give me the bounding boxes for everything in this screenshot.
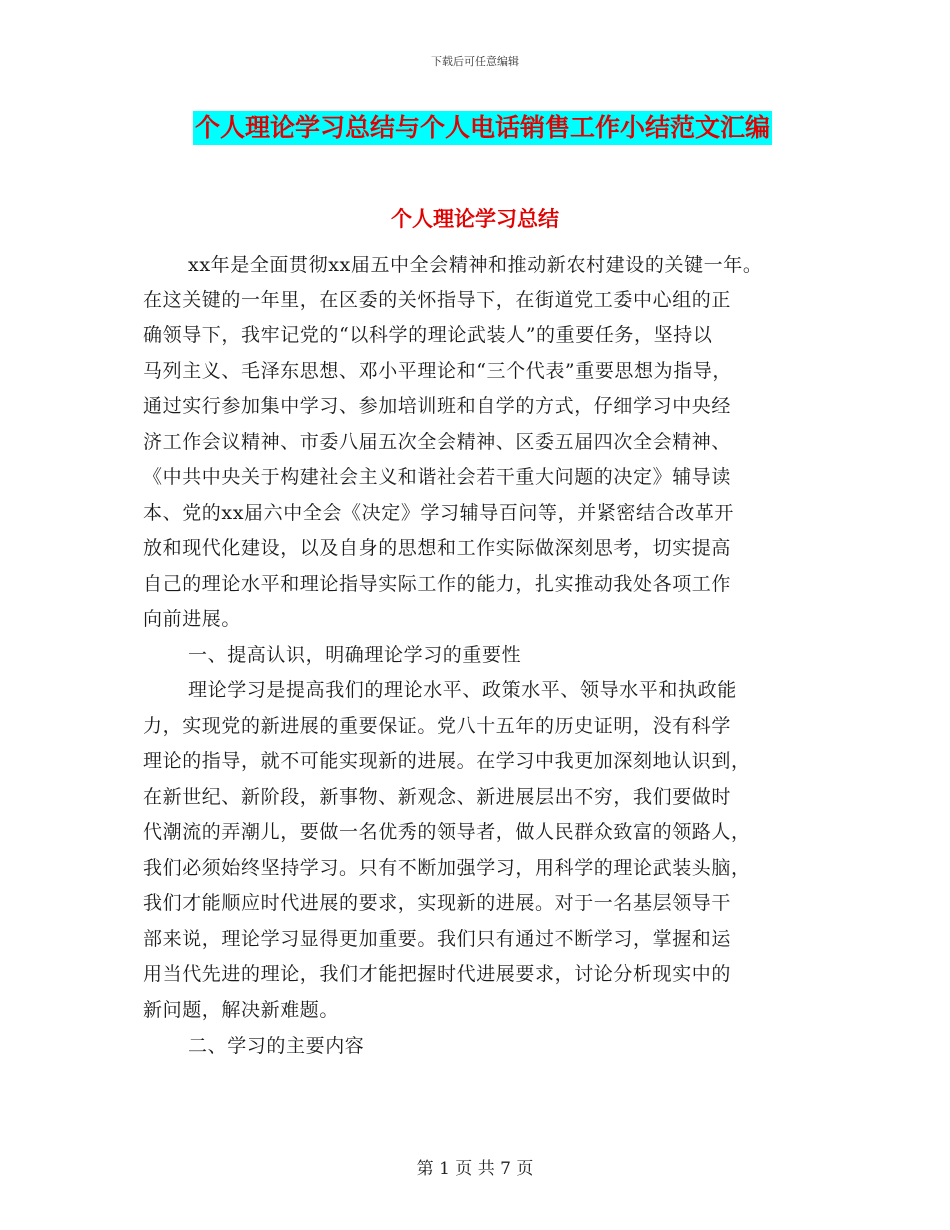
paragraph-line: 我们才能顺应时代进展的要求，实现新的进展。对于一名基层领导干 xyxy=(143,892,732,914)
paragraph-line: 代潮流的弄潮儿，要做一名优秀的领导者，做人民群众致富的领路人， xyxy=(143,821,751,843)
paragraph-line: 用当代先进的理论，我们才能把握时代进展要求，讨论分析现实中的 xyxy=(143,963,732,985)
paragraph-line: 自己的理论水平和理论指导实际工作的能力，扎实推动我处各项工作 xyxy=(143,573,732,595)
subsection-heading: 二、学习的主要内容 xyxy=(188,1035,365,1057)
paragraph-line: xx年是全面贯彻xx届五中全会精神和推动新农村建设的关键一年。 xyxy=(188,254,763,276)
paragraph-line: 本、党的xx届六中全会《决定》学习辅导百问等，并紧密结合改革开 xyxy=(143,502,735,524)
paragraph-line: 理论学习是提高我们的理论水平、政策水平、领导水平和执政能 xyxy=(188,679,737,701)
paragraph-line: 向前进展。 xyxy=(143,608,242,630)
paragraph-line: 部来说，理论学习显得更加重要。我们只有通过不断学习，掌握和运 xyxy=(143,928,732,950)
paragraph-line: 理论的指导，就不可能实现新的进展。在学习中我更加深刻地认识到， xyxy=(143,750,751,772)
paragraph-line: 《中共中央关于构建社会主义和谐社会若干重大问题的决定》辅导读 xyxy=(143,466,732,488)
document-title: 个人理论学习总结与个人电话销售工作小结范文汇编 xyxy=(193,111,772,145)
paragraph-line: 新问题，解决新难题。 xyxy=(143,999,340,1021)
paragraph-line: 我们必须始终坚持学习。只有不断加强学习，用科学的理论武装头脑， xyxy=(143,857,751,879)
page-number: 第 1 页 共 7 页 xyxy=(416,1159,534,1179)
section-title: 个人理论学习总结 xyxy=(391,206,559,231)
subsection-heading: 一、提高认识，明确理论学习的重要性 xyxy=(188,644,522,666)
header-note: 下载后可任意编辑 xyxy=(431,55,519,68)
paragraph-line: 放和现代化建设，以及自身的思想和工作实际做深刻思考，切实提高 xyxy=(143,537,732,559)
paragraph-line: 在这关键的一年里，在区委的关怀指导下，在街道党工委中心组的正 xyxy=(143,289,732,311)
paragraph-line: 马列主义、毛泽东思想、邓小平理论和“三个代表”重要思想为指导， xyxy=(143,360,733,382)
paragraph-line: 在新世纪、新阶段，新事物、新观念、新进展层出不穷，我们要做时 xyxy=(143,786,732,808)
paragraph-line: 力，实现党的新进展的重要保证。党八十五年的历史证明，没有科学 xyxy=(143,715,732,737)
paragraph-line: 济工作会议精神、市委八届五次全会精神、区委五届四次全会精神、 xyxy=(143,431,732,453)
paragraph-line: 确领导下，我牢记党的“以科学的理论武装人”的重要任务，坚持以 xyxy=(143,324,713,346)
paragraph-line: 通过实行参加集中学习、参加培训班和自学的方式，仔细学习中央经 xyxy=(143,395,732,417)
